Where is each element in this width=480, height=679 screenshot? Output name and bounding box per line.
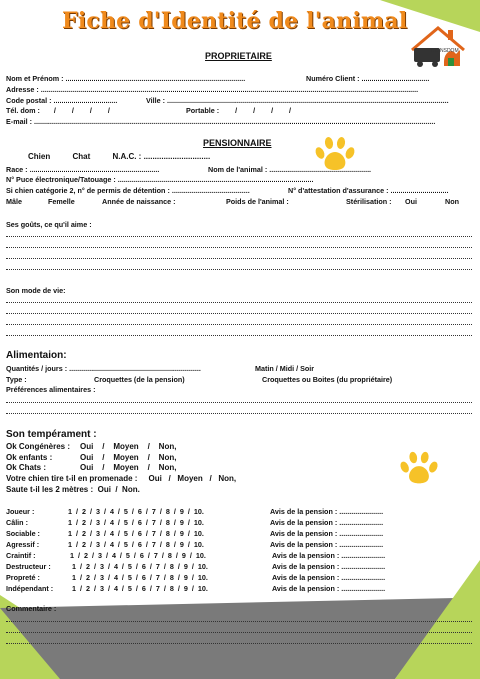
rating-label: Agressif : [6,540,40,549]
commentaire-line [6,621,472,622]
alimentaion-heading: Alimentaion: [6,350,67,361]
rating-avis: Avis de la pension : ...................... [270,518,384,527]
paw-print-icon [398,450,440,488]
pensionnaire-heading: PENSIONNAIRE [203,138,272,148]
type-label: Type : [6,375,27,384]
nom-animal-field: Nom de l'animal : ................................................... [208,165,372,174]
gouts-line [6,269,472,270]
sterilisation-non: Non [445,197,459,206]
croquettes-pension-option: Croquettes (de la pension) [94,375,185,384]
gouts-line [6,258,472,259]
promenade-question: Votre chien tire t-il en promenade : Oui / Moyen / Non, [6,474,237,483]
rating-avis: Avis de la pension : ...................... [270,529,384,538]
transdom-logo [408,22,466,72]
rating-scale: 1 / 2 / 3 / 4 / 5 / 6 / 7 / 8 / 9 / 10. [72,584,208,593]
temperament-row-options: Oui / Moyen / Non, [80,463,177,472]
male-option: Mâle [6,197,22,206]
race-field: Race : ................................................................. [6,165,160,174]
logo-text: TRANSDOM [430,48,459,54]
preferences-line [6,402,472,403]
rating-scale: 1 / 2 / 3 / 4 / 5 / 6 / 7 / 8 / 9 / 10. [68,540,204,549]
puce-field: N° Puce électronique/Tatouage : .................................................................................................. [6,175,314,184]
mode-vie-line [6,302,472,303]
saute-question: Saute t-il les 2 mètres : Oui / Non. [6,485,140,494]
temperament-row-label: Ok Congénères : [6,442,71,451]
sterilisation-label: Stérilisation : [346,197,392,206]
rating-scale: 1 / 2 / 3 / 4 / 5 / 6 / 7 / 8 / 9 / 10. [68,507,204,516]
temperament-row-label: Ok Chats : [6,463,47,472]
rating-label: Sociable : [6,529,40,538]
rating-scale: 1 / 2 / 3 / 4 / 5 / 6 / 7 / 8 / 9 / 10. [70,551,206,560]
rating-avis: Avis de la pension : ...................... [270,540,384,549]
portable-field: Portable : / / / / [186,106,292,115]
proprietaire-heading: PROPRIETAIRE [205,51,272,61]
rating-label: Destructeur : [6,562,51,571]
rating-avis: Avis de la pension : ...................... [272,562,386,571]
gouts-line [6,247,472,248]
rating-label: Indépendant : [6,584,54,593]
preferences-label: Préférences alimentaires : [6,385,96,394]
rating-label: Joueur : [6,507,35,516]
code-postal-field: Code postal : ................................ [6,96,118,105]
tel-dom-field: Tél. dom : / / / / [6,106,110,115]
email-field: E-mail : ......................................................................................................................................................................................................... [6,117,436,126]
rating-label: Propreté : [6,573,40,582]
gouts-line [6,236,472,237]
rating-label: Câlin : [6,518,28,527]
rating-avis: Avis de la pension : ...................... [272,573,386,582]
commentaire-label: Commentaire : [6,604,57,613]
numero-client-field: Numéro Client : .................................. [306,74,430,83]
rating-scale: 1 / 2 / 3 / 4 / 5 / 6 / 7 / 8 / 9 / 10. [72,562,208,571]
preferences-line [6,413,472,414]
rating-avis: Avis de la pension : ...................... [272,551,386,560]
annee-naissance-label: Année de naissance : [102,197,176,206]
mode-vie-line [6,335,472,336]
moments-options: Matin / Midi / Soir [255,364,315,373]
mode-vie-line [6,313,472,314]
ville-field: Ville : ............................................................................................................................................. [146,96,449,105]
assurance-field: N° d'attestation d'assurance : ............................. [288,186,449,195]
rating-avis: Avis de la pension : ...................... [272,584,386,593]
adresse-field: Adresse : ............................................................................................................................................................................................. [6,85,419,94]
rating-avis: Avis de la pension : ...................... [270,507,384,516]
commentaire-line [6,643,472,644]
gouts-label: Ses goûts, ce qu'il aime : [6,220,92,229]
rating-scale: 1 / 2 / 3 / 4 / 5 / 6 / 7 / 8 / 9 / 10. [72,573,208,582]
sterilisation-oui: Oui [405,197,417,206]
femelle-option: Femelle [48,197,75,206]
temperament-heading: Son tempérament : [6,429,97,440]
page-title: Fiche d'Identité de l'animal [62,8,408,34]
temperament-row-options: Oui / Moyen / Non, [80,442,177,451]
mode-vie-label: Son mode de vie: [6,286,66,295]
rating-label: Craintif : [6,551,36,560]
nom-prenom-field: Nom et Prénom : .......................................................................................... [6,74,246,83]
rating-scale: 1 / 2 / 3 / 4 / 5 / 6 / 7 / 8 / 9 / 10. [68,529,204,538]
poids-label: Poids de l'animal : [226,197,289,206]
temperament-row-options: Oui / Moyen / Non, [80,453,177,462]
quantites-field: Quantités / jours : .................................................................. [6,364,201,373]
mode-vie-line [6,324,472,325]
rating-scale: 1 / 2 / 3 / 4 / 5 / 6 / 7 / 8 / 9 / 10. [68,518,204,527]
commentaire-line [6,632,472,633]
temperament-row-label: Ok enfants : [6,453,53,462]
species-line: Chien Chat N.A.C. : .............................. [28,152,211,161]
croquettes-proprio-option: Croquettes ou Boites (du propriétaire) [262,375,393,384]
bottom-grey-shape [0,598,455,679]
permis-field: Si chien catégorie 2, n° de permis de détention : ....................................... [6,186,250,195]
